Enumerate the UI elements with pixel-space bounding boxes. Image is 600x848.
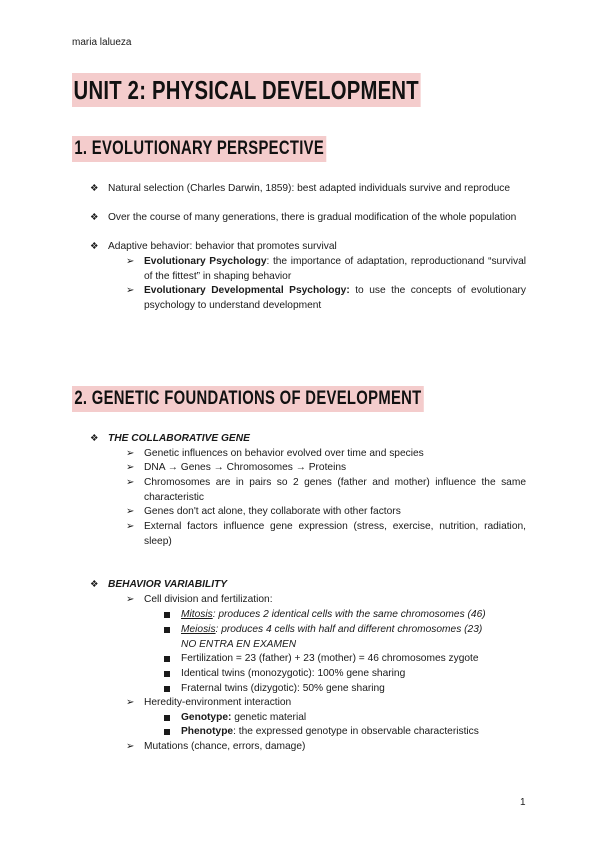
list-item-text: Adaptive behavior: behavior that promotes survival [108,241,337,252]
list-item [164,682,526,697]
list-item [126,284,526,313]
term-mitosis: Mitosis [181,609,213,620]
list-item-text [144,255,526,284]
list-item-text: Identical twins (monozygotic): 100% gene sharing [181,668,406,679]
list-item [126,505,526,520]
list-item [126,520,526,549]
term-phenotype: Phenotype [181,726,234,737]
arrow-bullet-icon: ➢ [126,462,135,473]
list-item [164,623,526,652]
diamond-bullet-icon: ❖ [90,579,99,590]
list-item-text: Cell division and fertilization: [144,594,273,605]
list-item [90,432,526,447]
list-item [126,740,526,755]
list-item-text: External factors influence gene expression (stress, exercise, nutrition, radiation, sleep) [144,521,526,547]
definition-text: : the importance of adaptation, reproductionand “survival of the fittest” in shaping behavior [144,256,526,282]
square-bullet-icon [164,612,170,618]
list-item-text: Fertilization = 23 (father) + 23 (mother) = 46 chromosomes zygote [181,653,479,664]
list-item [126,476,526,505]
diamond-bullet-icon: ❖ [90,212,99,223]
subsection-title: BEHAVIOR VARIABILITY [108,579,228,590]
diamond-bullet-icon: ❖ [90,241,99,252]
square-bullet-icon [164,627,170,633]
arrow-bullet-icon: ➢ [126,697,135,708]
subsection-title: THE COLLABORATIVE GENE [108,433,250,444]
list-item [126,447,526,462]
arrow-bullet-icon: ➢ [126,256,135,267]
page-title: UNIT 2: PHYSICAL DEVELOPMENT [73,75,419,105]
list-item-text: Fraternal twins (dizygotic): 50% gene sharing [181,683,385,694]
arrow-bullet-icon: ➢ [126,477,135,488]
list-item-text: Genes don't act alone, they collaborate with other factors [144,506,401,517]
diamond-bullet-icon: ❖ [90,433,99,444]
square-bullet-icon [164,686,170,692]
list-item-text: Heredity-environment interaction [144,697,292,708]
arrow-bullet-icon: ➢ [126,285,135,296]
arrow-bullet-icon: ➢ [126,506,135,517]
list-item-text [181,608,526,623]
term-genotype: Genotype: [181,712,232,723]
term-evolutionary-developmental-psychology: Evolutionary Developmental Psychology: [144,285,350,296]
definition-text: genetic material [231,712,307,723]
arrow-bullet-icon: ➢ [126,521,135,532]
list-item-text: Genetic influences on behavior evolved over time and species [144,448,424,459]
exam-note: NO ENTRA EN EXAMEN [181,638,297,650]
list-item [164,608,526,623]
term-meiosis: Meiosis [181,624,216,635]
list-item [90,578,526,593]
list-item [90,240,526,255]
list-item [126,593,526,608]
list-item-text [144,284,526,313]
arrow-bullet-icon: ➢ [126,741,135,752]
list-item-text [181,623,526,652]
list-item [126,461,526,476]
list-item-text: Chromosomes are in pairs so 2 genes (father and mother) influence the same characteristic [144,477,526,503]
arrow-bullet-icon: ➢ [126,594,135,605]
list-item-text [181,711,526,726]
section-2-heading: 2. GENETIC FOUNDATIONS OF DEVELOPMENT [72,386,424,412]
definition-text: : produces 2 identical cells with the same chromosomes (46) [212,609,486,620]
definition-text: : the expressed genotype in observable characteristics [233,726,479,737]
square-bullet-icon [164,656,170,662]
list-item-text [181,725,526,740]
page-number: 1 [520,797,526,808]
list-item [164,725,526,740]
square-bullet-icon [164,729,170,735]
definition-text: : produces 4 cells with half and different chromosomes (23) [215,624,483,635]
section-1-heading: 1. EVOLUTIONARY PERSPECTIVE [72,136,326,162]
list-item-text: Over the course of many generations, there is gradual modification of the whole population [108,212,517,223]
list-item-text: DNA → Genes → Chromosomes → Proteins [144,462,347,473]
list-item [126,255,526,284]
term-evolutionary-psychology: Evolutionary Psychology [144,256,267,267]
diamond-bullet-icon: ❖ [90,183,99,194]
arrow-bullet-icon: ➢ [126,448,135,459]
definition-text: to use the concepts of evolutionary psychology to understand development [144,285,526,311]
list-item-text: Natural selection (Charles Darwin, 1859): best adapted individuals survive and reproduce [108,183,511,194]
list-item [90,211,526,226]
list-item [126,696,526,711]
list-item [164,667,526,682]
square-bullet-icon [164,715,170,721]
list-item-text: Mutations (chance, errors, damage) [144,741,306,752]
list-item [164,652,526,667]
square-bullet-icon [164,671,170,677]
list-item [90,182,526,197]
author-name: maria lalueza [72,37,132,48]
list-item [164,711,526,726]
